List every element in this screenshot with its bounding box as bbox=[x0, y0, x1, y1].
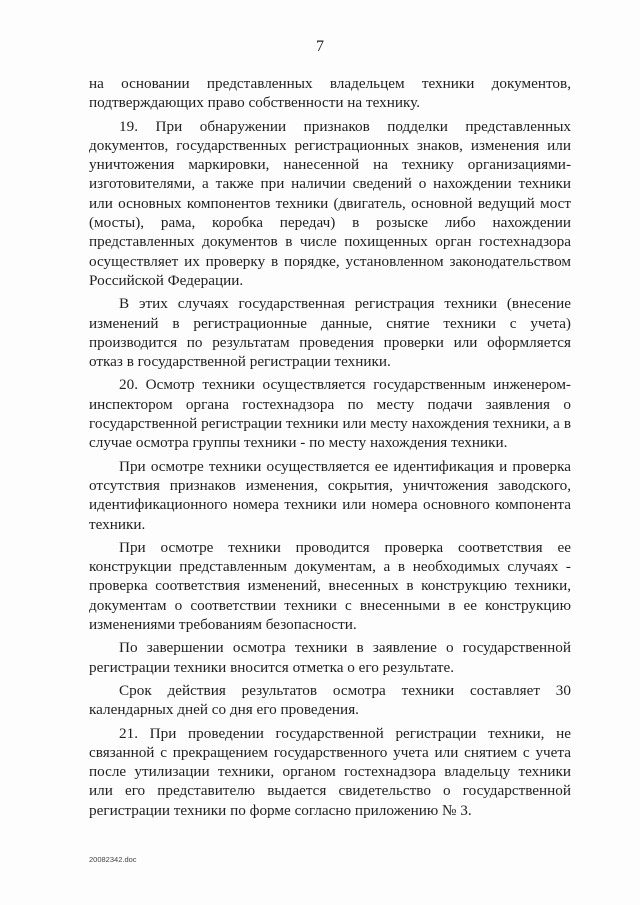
page-number: 7 bbox=[316, 38, 324, 55]
paragraph-validity-period: Срок действия результатов осмотра техники составляет 30 календарных дней со дня его проведения. bbox=[89, 681, 571, 719]
paragraph-item-20: 20. Осмотр техники осуществляется государственным инженером-инспектором органа гостехнадзора по месту подачи заявления о государственной регистрации техники или месту нахождения техники, а в случае осмотра группы техники - по месту нахождения техники. bbox=[89, 376, 571, 452]
paragraph-construction-check: При осмотре техники проводится проверка соответствия ее конструкции представленным документам, а в необходимых случаях - проверка соответствия изменений, внесенных в конструкцию техники, документам о соответствии техники с внесенными в ее конструкцию изменениями требованиям безопасности. bbox=[89, 538, 571, 634]
paragraph-item-21: 21. При проведении государственной регистрации техники, не связанной с прекращением государственного учета или снятием с учета после утилизации техники, органом гостехнадзора владельцу техники или его представителю выдается свидетельство о государственной регистрации техники по форме согласно приложению № 3. bbox=[89, 724, 571, 819]
paragraph-registration-check: В этих случаях государственная регистрация техники (внесение изменений в регистрационные данные, снятие техники с учета) производится по результатам проведения проверки или оформляется отказ в государственной регистрации техники. bbox=[89, 295, 571, 371]
paragraph-item-19: 19. При обнаружении признаков подделки представленных документов, государственных регистрационных знаков, изменения или уничтожения маркировки, нанесенной на технику организациями-изготовителями, а также при наличии сведений о нахождении техники или основных компонентов техники (двигатель, основной ведущий мост (мосты), рама, коробка передач) в розыске либо нахождении представленных документов в числе похищенных орган гостехнадзора осуществляет их проверку в порядке, установленном законодательством Российской Федерации. bbox=[89, 117, 571, 289]
footer-filename: 20082342.doc bbox=[89, 855, 137, 864]
document-body bbox=[89, 74, 571, 820]
paragraph-inspection-result: По завершении осмотра техники в заявление о государственной регистрации техники вносится отметка о его результате. bbox=[89, 639, 571, 676]
paragraph-identification: При осмотре техники осуществляется ее идентификация и проверка отсутствия признаков изменения, сокрытия, уничтожения заводского, идентификационного номера техники или номера основного компонента техники. bbox=[89, 457, 571, 533]
paragraph-continuation: на основании представленных владельцем техники документов, подтверждающих право собственности на технику. bbox=[89, 75, 571, 112]
